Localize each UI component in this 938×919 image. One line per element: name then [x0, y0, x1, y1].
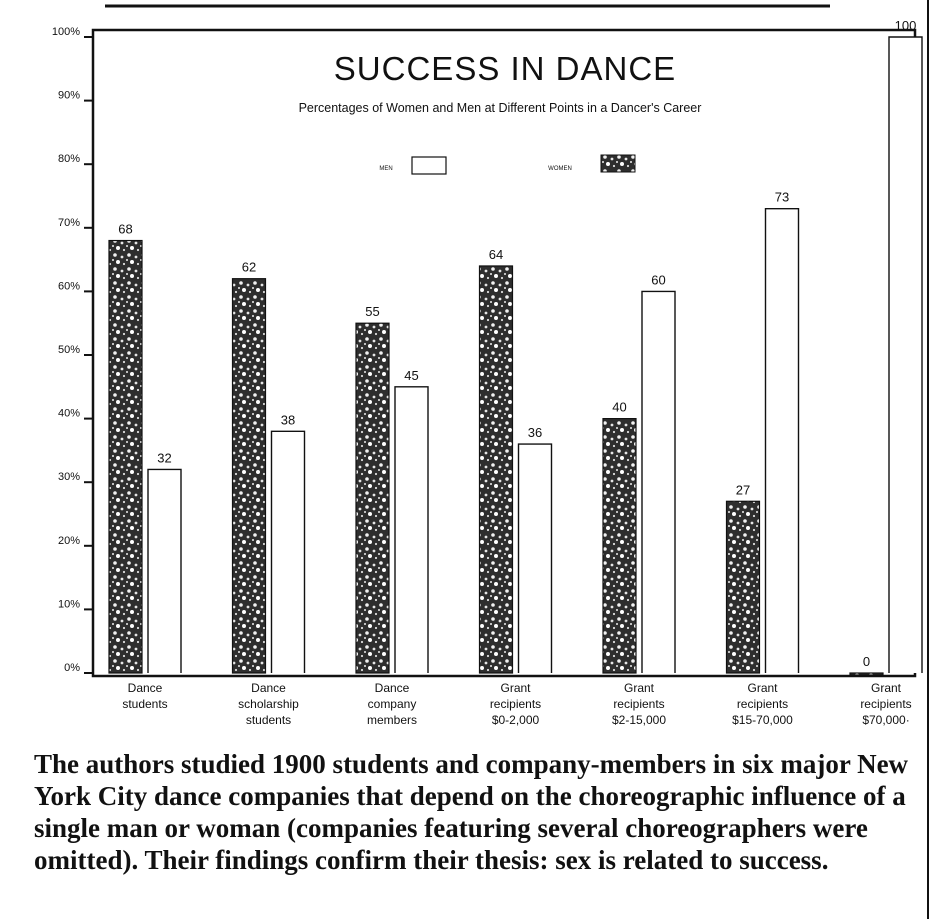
caption-text: The authors studied 1900 students and company-members in six major New York City dance companies that depend on the choreographic influence of a single man or woman (companies featuring several choreographers were omitted). Their findings confirm their thesis: sex is related to success. [34, 749, 909, 875]
x-category-label: $2-15,000 [611, 713, 667, 727]
bar-men [395, 387, 428, 673]
bar-value-label-men: 38 [280, 412, 296, 428]
x-category-label: students [122, 697, 168, 711]
chart-title: SUCCESS IN DANCE [333, 50, 677, 87]
x-category-label: members [366, 713, 418, 727]
x-category-label: recipients [489, 697, 542, 711]
bar-women [603, 419, 636, 673]
x-category-label: Dance [127, 681, 163, 695]
bar-men [519, 444, 552, 673]
y-tick-label: 100% [51, 26, 80, 38]
x-category-label: Grant [500, 681, 531, 695]
y-tick-label: 0% [64, 662, 80, 674]
bar-value-label-women: 64 [488, 246, 504, 262]
bar-value-label-women: 40 [612, 399, 627, 415]
y-tick-label: 70% [57, 216, 80, 229]
x-category-label: recipients [736, 697, 789, 711]
y-tick-label: 80% [57, 153, 80, 166]
x-category-label: Dance [251, 681, 286, 695]
legend-men-label: MEN [379, 166, 393, 172]
bar-men [766, 209, 799, 673]
y-tick-label: 50% [57, 344, 80, 356]
x-category-label: company [367, 697, 417, 711]
bar-value-label-men: 45 [404, 367, 419, 383]
bar-men [642, 291, 675, 673]
bar-men [272, 431, 305, 673]
y-tick-label: 90% [57, 89, 80, 102]
y-tick-label: 40% [57, 407, 80, 420]
x-category-label: $15-70,000 [732, 713, 793, 727]
bar-value-label-men: 100 [894, 18, 917, 33]
bar-women [480, 266, 513, 673]
x-category-label: recipients [613, 697, 665, 711]
y-tick-label: 60% [57, 280, 80, 293]
legend-women-swatch [601, 155, 635, 172]
legend-men-swatch [412, 157, 446, 174]
bar-value-label-men: 60 [651, 272, 666, 288]
bar-women [233, 279, 266, 673]
bars [109, 18, 922, 675]
bar-value-label-women: 0 [862, 654, 871, 669]
x-category-label: Grant [623, 681, 655, 695]
bar-value-label-women: 55 [365, 304, 380, 320]
x-category-label: students [245, 713, 292, 727]
x-category-label: Grant [747, 681, 778, 695]
bar-value-label-women: 27 [735, 482, 751, 498]
y-tick-label: 20% [57, 534, 80, 547]
bar-value-label-women: 62 [241, 259, 257, 275]
bar-women [850, 673, 883, 675]
y-axis [52, 26, 93, 674]
chart-subtitle: Percentages of Women and Men at Different Points in a Dancer's Career [298, 101, 702, 115]
x-category-label: Grant [870, 681, 902, 695]
bar-women [356, 323, 389, 673]
x-category-label: $70,000· [862, 713, 910, 727]
bar-value-label-men: 73 [774, 189, 790, 205]
x-category-label: recipients [860, 697, 912, 711]
x-category-label: scholarship [238, 697, 299, 711]
bar-men [148, 469, 181, 673]
x-category-label: $0-2,000 [491, 713, 540, 727]
x-category-label: Dance [374, 681, 410, 695]
legend [379, 155, 635, 174]
y-tick-label: 10% [57, 598, 80, 611]
x-axis-labels [122, 681, 911, 727]
bar-value-label-men: 36 [527, 425, 543, 441]
bar-women [727, 501, 760, 673]
legend-women-label: WOMEN [548, 166, 572, 172]
bar-men [889, 37, 922, 673]
bar-women [109, 241, 142, 673]
y-tick-label: 30% [57, 471, 80, 484]
bar-value-label-women: 68 [118, 221, 133, 237]
bar-value-label-men: 32 [157, 450, 172, 466]
